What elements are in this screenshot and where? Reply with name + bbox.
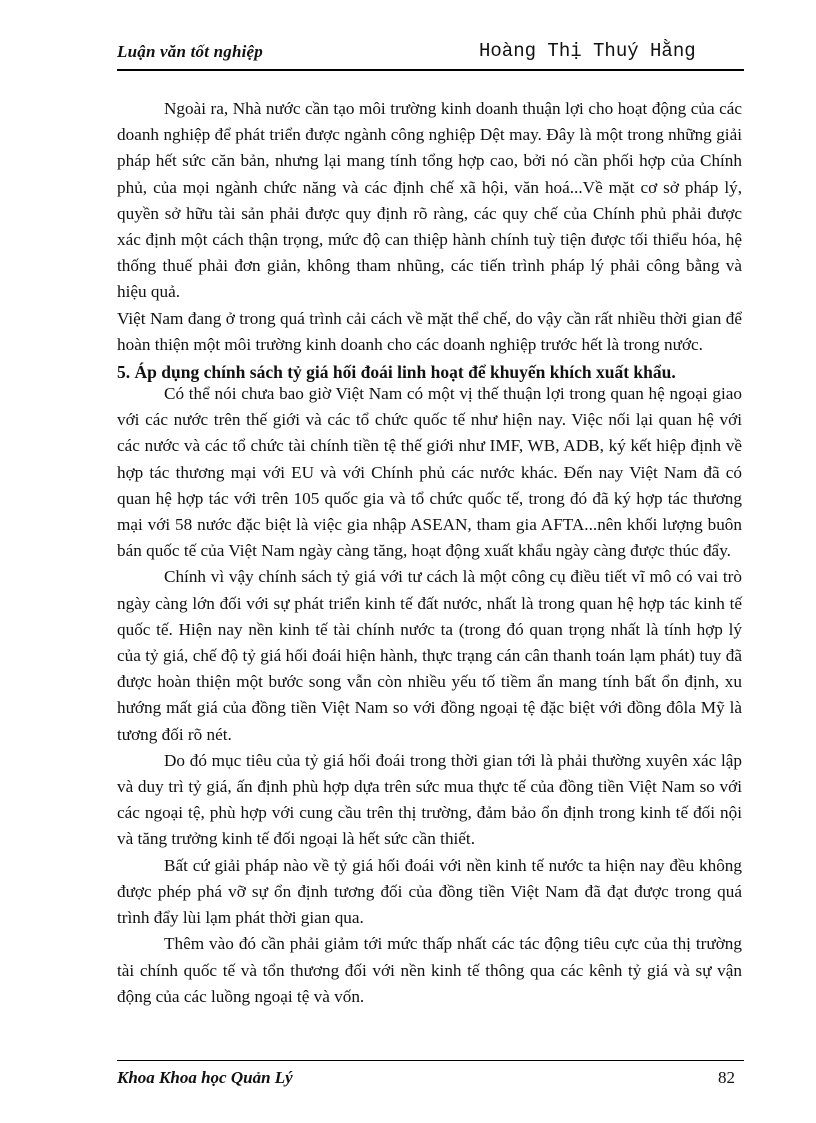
- paragraph: Thêm vào đó cần phải giảm tới mức thấp nhất các tác động tiêu cực của thị trường tài chính quốc tế và tổn thương đối với nền kinh tế thông qua các kênh tỷ giá và sự vận động của các luồng ngoại tệ và vốn.: [117, 934, 742, 1006]
- section-title: Áp dụng chính sách tỷ giá hối đoái linh hoạt để khuyến khích xuất khẩu.: [134, 362, 676, 383]
- paragraph: Chính vì vậy chính sách tỷ giá với tư cách là một công cụ điều tiết vĩ mô có vai trò ngày càng lớn đối với sự phát triển kinh tế đất nước, nhất là trong quan hệ hợp tác kinh tế quốc tế. Hiện nay nền kinh tế tài chính nước ta (trong đó quan trọng nhất là tính hợp lý của tỷ giá, chế độ tỷ giá hối đoái hiện hành, thực trạng cán cân thanh toán lạm phát) tuy đã được hoàn thiện một bước song vẫn còn nhiều yếu tố tiềm ẩn mang tính bất ổn định, xu hướng mất giá của đồng tiền Việt Nam so với đồng ngoại tệ đặc biệt với đồng đôla Mỹ là tương đối rõ nét.: [117, 567, 742, 744]
- section-heading: [117, 358, 742, 381]
- header-author-name: Hoàng Thị Thuý Hằng: [479, 40, 696, 62]
- paragraph: Việt Nam đang ở trong quá trình cải cách về mặt thể chế, do vậy cần rất nhiều thời gian để hoàn thiện một môi trường kinh doanh cho các doanh nghiệp trước hết là trong nước.: [117, 308, 742, 354]
- section-number: 5.: [117, 362, 131, 383]
- header-thesis-label: Luận văn tốt nghiệp: [117, 42, 263, 61]
- paragraph: Có thể nói chưa bao giờ Việt Nam có một vị thế thuận lợi trong quan hệ ngoại giao với các nước trên thế giới và các tổ chức quốc tế như hiện nay. Việc nối lại quan hệ với các nước và các tổ chức tài chính tiền tệ thế giới như IMF, WB, ADB, ký kết hiệp định về hợp tác thương mại với EU và với Chính phủ các nước khác. Đến nay Việt Nam đã có quan hệ hợp tác với trên 105 quốc gia và tổ chức quốc tế, trong đó đã ký hợp tác thương mại với 58 nước đặc biệt là việc gia nhập ASEAN, tham gia AFTA...nên khối lượng buôn bán quốc tế của Việt Nam ngày càng tăng, hoạt động xuất khẩu ngày càng được thúc đẩy.: [117, 384, 742, 561]
- header-divider: [117, 69, 744, 71]
- paragraph: Do đó mục tiêu của tỷ giá hối đoái trong thời gian tới là phải thường xuyên xác lập và duy trì tỷ giá, ấn định phù hợp dựa trên sức mua thực tế của đồng tiền Việt Nam so với các ngoại tệ, phù hợp với cung cầu trên thị trường, đảm bảo ổn định trong kinh tế đối nội và tăng trưởng kinh tế đối ngoại là hết sức cần thiết.: [117, 750, 742, 849]
- paragraph: Bất cứ giải pháp nào về tỷ giá hối đoái với nền kinh tế nước ta hiện nay đều không được phép phá vỡ sự ổn định tương đối của đồng tiền Việt Nam đã đạt được trong quá trình đẩy lùi lạm phát thời gian qua.: [117, 855, 742, 928]
- page-number: 82: [718, 1068, 735, 1087]
- paragraph: Ngoài ra, Nhà nước cần tạo môi trường kinh doanh thuận lợi cho hoạt động của các doanh nghiệp để phát triển được ngành công nghiệp Dệt may. Đây là một trong những giải pháp hết sức căn bản, nhưng lại mang tính tổng hợp cao, bởi nó cần phối hợp của Chính phủ, của mọi ngành chức năng và các định chế xã hội, văn hoá...Về mặt cơ sở pháp lý, quyền sở hữu tài sản phải được quy định rõ ràng, các quy chế của Chính phủ phải được xác định một cách thận trọng, mức độ can thiệp hành chính tuỳ tiện được tối thiểu hóa, hệ thống thuế phải đơn giản, không tham nhũng, các tiến trình pháp lý phải công bằng và hiệu quả.: [117, 99, 742, 302]
- page-header: [117, 36, 744, 66]
- footer-divider: [117, 1060, 744, 1061]
- page-body: [117, 96, 742, 1010]
- footer-faculty: Khoa Khoa học Quản Lý: [117, 1068, 293, 1087]
